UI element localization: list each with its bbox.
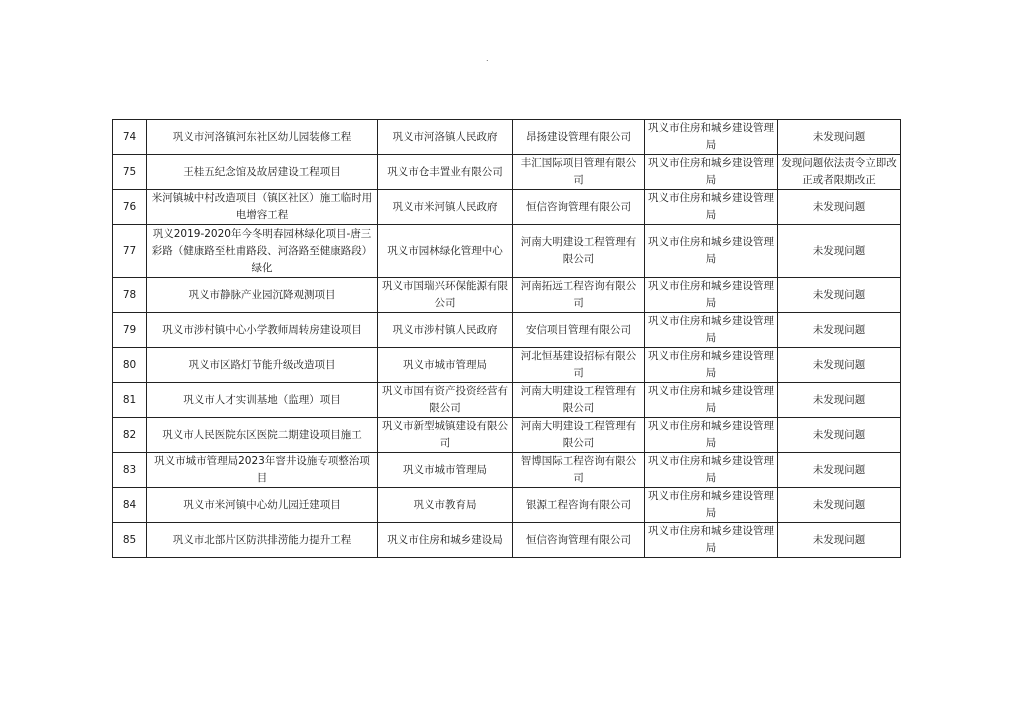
construction-unit: 巩义市教育局	[378, 488, 513, 523]
inspection-table	[112, 119, 901, 558]
table-row	[113, 225, 901, 278]
supervision-unit: 河北恒基建设招标有限公司	[513, 348, 645, 383]
construction-unit: 巩义市住房和城乡建设局	[378, 523, 513, 558]
supervision-unit: 昂扬建设管理有限公司	[513, 120, 645, 155]
supervising-agency: 巩义市住房和城乡建设管理局	[645, 453, 778, 488]
supervision-unit: 银源工程咨询有限公司	[513, 488, 645, 523]
construction-unit: 巩义市国有资产投资经营有限公司	[378, 383, 513, 418]
construction-unit: 巩义市城市管理局	[378, 348, 513, 383]
table-row	[113, 383, 901, 418]
inspection-result: 未发现问题	[778, 278, 901, 313]
supervising-agency: 巩义市住房和城乡建设管理局	[645, 190, 778, 225]
construction-unit: 巩义市城市管理局	[378, 453, 513, 488]
project-name: 巩义市区路灯节能升级改造项目	[147, 348, 378, 383]
table-row	[113, 278, 901, 313]
inspection-result: 未发现问题	[778, 418, 901, 453]
construction-unit: 巩义市米河镇人民政府	[378, 190, 513, 225]
construction-unit: 巩义市国瑞兴环保能源有限公司	[378, 278, 513, 313]
table-row	[113, 418, 901, 453]
inspection-result: 未发现问题	[778, 313, 901, 348]
project-name: 王桂五纪念馆及故居建设工程项目	[147, 155, 378, 190]
table-row	[113, 190, 901, 225]
supervising-agency: 巩义市住房和城乡建设管理局	[645, 418, 778, 453]
supervision-unit: 丰汇国际项目管理有限公司	[513, 155, 645, 190]
inspection-result: 未发现问题	[778, 523, 901, 558]
row-number: 85	[113, 523, 147, 558]
table-row	[113, 348, 901, 383]
row-number: 80	[113, 348, 147, 383]
project-name: 巩义2019-2020年今冬明春园林绿化项目-唐三彩路（健康路至杜甫路段、河洛路至健康路段）绿化	[147, 225, 378, 278]
inspection-result: 未发现问题	[778, 225, 901, 278]
supervision-unit: 恒信咨询管理有限公司	[513, 523, 645, 558]
project-name: 巩义市人民医院东区医院二期建设项目施工	[147, 418, 378, 453]
row-number: 76	[113, 190, 147, 225]
table-row	[113, 488, 901, 523]
project-name: 巩义市静脉产业园沉降观测项目	[147, 278, 378, 313]
supervision-unit: 河南拓远工程咨询有限公司	[513, 278, 645, 313]
inspection-result: 未发现问题	[778, 348, 901, 383]
supervising-agency: 巩义市住房和城乡建设管理局	[645, 383, 778, 418]
supervising-agency: 巩义市住房和城乡建设管理局	[645, 120, 778, 155]
row-number: 77	[113, 225, 147, 278]
table-row	[113, 155, 901, 190]
inspection-result: 未发现问题	[778, 383, 901, 418]
supervising-agency: 巩义市住房和城乡建设管理局	[645, 348, 778, 383]
project-name: 巩义市城市管理局2023年窨井设施专项整治项目	[147, 453, 378, 488]
inspection-result: 发现问题依法责令立即改正或者限期改正	[778, 155, 901, 190]
supervising-agency: 巩义市住房和城乡建设管理局	[645, 313, 778, 348]
project-name: 巩义市人才实训基地（监理）项目	[147, 383, 378, 418]
table-row	[113, 120, 901, 155]
page-mark: .	[486, 54, 489, 63]
project-name: 米河镇城中村改造项目（镇区社区）施工临时用电增容工程	[147, 190, 378, 225]
row-number: 79	[113, 313, 147, 348]
table-row	[113, 523, 901, 558]
project-name: 巩义市北部片区防洪排涝能力提升工程	[147, 523, 378, 558]
supervising-agency: 巩义市住房和城乡建设管理局	[645, 155, 778, 190]
supervision-unit: 智博国际工程咨询有限公司	[513, 453, 645, 488]
supervising-agency: 巩义市住房和城乡建设管理局	[645, 523, 778, 558]
project-name: 巩义市涉村镇中心小学教师周转房建设项目	[147, 313, 378, 348]
supervision-unit: 恒信咨询管理有限公司	[513, 190, 645, 225]
project-name: 巩义市河洛镇河东社区幼儿园装修工程	[147, 120, 378, 155]
supervising-agency: 巩义市住房和城乡建设管理局	[645, 488, 778, 523]
inspection-result: 未发现问题	[778, 453, 901, 488]
row-number: 81	[113, 383, 147, 418]
row-number: 84	[113, 488, 147, 523]
construction-unit: 巩义市涉村镇人民政府	[378, 313, 513, 348]
row-number: 82	[113, 418, 147, 453]
row-number: 78	[113, 278, 147, 313]
inspection-result: 未发现问题	[778, 190, 901, 225]
supervision-unit: 河南大明建设工程管理有限公司	[513, 225, 645, 278]
inspection-result: 未发现问题	[778, 488, 901, 523]
table-row	[113, 453, 901, 488]
row-number: 83	[113, 453, 147, 488]
inspection-result: 未发现问题	[778, 120, 901, 155]
supervision-unit: 河南大明建设工程管理有限公司	[513, 383, 645, 418]
construction-unit: 巩义市园林绿化管理中心	[378, 225, 513, 278]
supervision-unit: 河南大明建设工程管理有限公司	[513, 418, 645, 453]
row-number: 74	[113, 120, 147, 155]
project-name: 巩义市米河镇中心幼儿园迁建项目	[147, 488, 378, 523]
table-row	[113, 313, 901, 348]
construction-unit: 巩义市河洛镇人民政府	[378, 120, 513, 155]
supervising-agency: 巩义市住房和城乡建设管理局	[645, 225, 778, 278]
supervising-agency: 巩义市住房和城乡建设管理局	[645, 278, 778, 313]
row-number: 75	[113, 155, 147, 190]
construction-unit: 巩义市新型城镇建设有限公司	[378, 418, 513, 453]
supervision-unit: 安信项目管理有限公司	[513, 313, 645, 348]
construction-unit: 巩义市仓丰置业有限公司	[378, 155, 513, 190]
